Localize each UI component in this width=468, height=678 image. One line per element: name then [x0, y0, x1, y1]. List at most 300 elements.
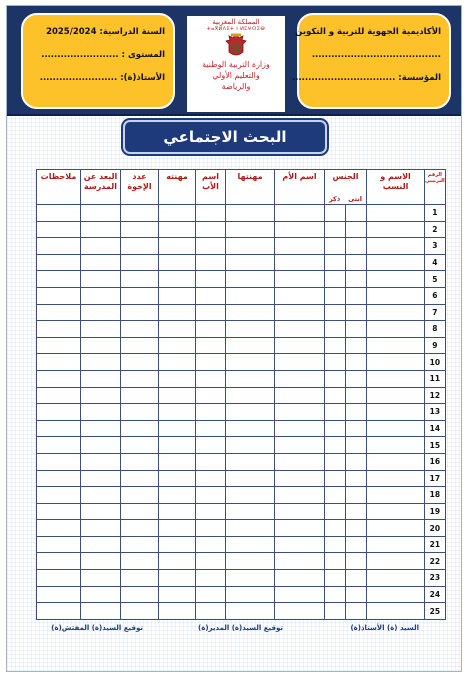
- empty-cell[interactable]: [159, 536, 196, 553]
- empty-cell[interactable]: [81, 271, 121, 288]
- empty-cell[interactable]: [346, 304, 367, 321]
- empty-cell[interactable]: [81, 470, 121, 487]
- empty-cell[interactable]: [275, 205, 325, 222]
- empty-cell[interactable]: [226, 287, 275, 304]
- empty-cell[interactable]: [196, 437, 226, 454]
- table-row: [37, 370, 446, 387]
- school-blank: ................................: [292, 73, 396, 83]
- empty-cell[interactable]: [159, 404, 196, 421]
- empty-cell[interactable]: [346, 221, 367, 238]
- empty-cell[interactable]: [367, 470, 425, 487]
- empty-cell[interactable]: [121, 304, 159, 321]
- empty-cell[interactable]: [196, 304, 226, 321]
- empty-cell[interactable]: [81, 238, 121, 255]
- empty-cell[interactable]: [367, 387, 425, 404]
- class-info-box: [21, 13, 175, 109]
- empty-cell[interactable]: [346, 354, 367, 371]
- empty-cell[interactable]: [275, 520, 325, 537]
- empty-cell[interactable]: [37, 370, 81, 387]
- empty-cell[interactable]: [367, 221, 425, 238]
- empty-cell[interactable]: [275, 221, 325, 238]
- empty-cell[interactable]: [159, 387, 196, 404]
- empty-cell[interactable]: [346, 503, 367, 520]
- empty-cell[interactable]: [275, 404, 325, 421]
- table-row: [37, 387, 446, 404]
- empty-cell[interactable]: [325, 205, 346, 222]
- empty-cell[interactable]: [346, 536, 367, 553]
- row-number: 9: [425, 337, 446, 354]
- empty-cell[interactable]: [37, 470, 81, 487]
- row-number: 5: [425, 271, 446, 288]
- empty-cell[interactable]: [367, 536, 425, 553]
- empty-cell[interactable]: [226, 503, 275, 520]
- empty-cell[interactable]: [196, 254, 226, 271]
- empty-cell[interactable]: [346, 337, 367, 354]
- empty-cell[interactable]: [159, 503, 196, 520]
- empty-cell[interactable]: [226, 420, 275, 437]
- empty-cell[interactable]: [325, 238, 346, 255]
- empty-cell[interactable]: [367, 304, 425, 321]
- empty-cell[interactable]: [121, 553, 159, 570]
- empty-cell[interactable]: [121, 205, 159, 222]
- empty-cell[interactable]: [159, 321, 196, 338]
- empty-cell[interactable]: [226, 586, 275, 603]
- empty-cell[interactable]: [81, 570, 121, 587]
- empty-cell[interactable]: [37, 221, 81, 238]
- empty-cell[interactable]: [121, 238, 159, 255]
- empty-cell[interactable]: [81, 370, 121, 387]
- empty-cell[interactable]: [196, 520, 226, 537]
- empty-cell[interactable]: [196, 321, 226, 338]
- empty-cell[interactable]: [275, 453, 325, 470]
- empty-cell[interactable]: [81, 487, 121, 504]
- tifinagh-label: ⵜⴰⴳⵍⴷⵉⵜ ⵏ ⵍⵎⵖⵔⵉⴱ: [206, 26, 266, 32]
- empty-cell[interactable]: [81, 205, 121, 222]
- empty-cell[interactable]: [325, 354, 346, 371]
- empty-cell[interactable]: [159, 304, 196, 321]
- column-header-distance: البعد عن المدرسة: [81, 170, 121, 205]
- empty-cell[interactable]: [159, 603, 196, 620]
- empty-cell[interactable]: [196, 470, 226, 487]
- empty-cell[interactable]: [346, 487, 367, 504]
- column-header-mother-name: اسم الأم: [275, 170, 325, 205]
- empty-cell[interactable]: [159, 287, 196, 304]
- empty-cell[interactable]: [346, 238, 367, 255]
- empty-cell[interactable]: [121, 271, 159, 288]
- empty-cell[interactable]: [196, 287, 226, 304]
- empty-cell[interactable]: [226, 321, 275, 338]
- empty-cell[interactable]: [226, 470, 275, 487]
- empty-cell[interactable]: [196, 221, 226, 238]
- empty-cell[interactable]: [275, 586, 325, 603]
- empty-cell[interactable]: [121, 503, 159, 520]
- empty-cell[interactable]: [275, 603, 325, 620]
- level-label: المستوى :: [121, 50, 165, 60]
- table-row: [37, 503, 446, 520]
- empty-cell[interactable]: [121, 453, 159, 470]
- table-row: [37, 603, 446, 620]
- empty-cell[interactable]: [325, 586, 346, 603]
- empty-cell[interactable]: [226, 337, 275, 354]
- empty-cell[interactable]: [367, 287, 425, 304]
- empty-cell[interactable]: [159, 221, 196, 238]
- empty-cell[interactable]: [275, 503, 325, 520]
- empty-cell[interactable]: [81, 553, 121, 570]
- empty-cell[interactable]: [226, 238, 275, 255]
- empty-cell[interactable]: [37, 570, 81, 587]
- empty-cell[interactable]: [346, 570, 367, 587]
- empty-cell[interactable]: [37, 287, 81, 304]
- empty-cell[interactable]: [37, 420, 81, 437]
- empty-cell[interactable]: [325, 370, 346, 387]
- empty-cell[interactable]: [325, 221, 346, 238]
- empty-cell[interactable]: [37, 503, 81, 520]
- empty-cell[interactable]: [37, 586, 81, 603]
- row-number: 13: [425, 404, 446, 421]
- empty-cell[interactable]: [275, 271, 325, 288]
- empty-cell[interactable]: [196, 387, 226, 404]
- empty-cell[interactable]: [275, 287, 325, 304]
- empty-cell[interactable]: [37, 354, 81, 371]
- row-number: 22: [425, 553, 446, 570]
- table-row: [37, 570, 446, 587]
- empty-cell[interactable]: [81, 387, 121, 404]
- empty-cell[interactable]: [275, 370, 325, 387]
- empty-cell[interactable]: [346, 287, 367, 304]
- empty-cell[interactable]: [121, 221, 159, 238]
- empty-cell[interactable]: [275, 470, 325, 487]
- empty-cell[interactable]: [81, 221, 121, 238]
- empty-cell[interactable]: [367, 254, 425, 271]
- empty-cell[interactable]: [81, 536, 121, 553]
- empty-cell[interactable]: [275, 254, 325, 271]
- empty-cell[interactable]: [275, 337, 325, 354]
- row-number: 4: [425, 254, 446, 271]
- column-header-father-name: اسم الأب: [196, 170, 226, 205]
- empty-cell[interactable]: [159, 570, 196, 587]
- empty-cell[interactable]: [196, 553, 226, 570]
- empty-cell[interactable]: [81, 586, 121, 603]
- empty-cell[interactable]: [325, 553, 346, 570]
- empty-cell[interactable]: [346, 586, 367, 603]
- empty-cell[interactable]: [121, 370, 159, 387]
- empty-cell[interactable]: [325, 387, 346, 404]
- empty-cell[interactable]: [346, 520, 367, 537]
- empty-cell[interactable]: [325, 520, 346, 537]
- empty-cell[interactable]: [159, 520, 196, 537]
- empty-cell[interactable]: [275, 321, 325, 338]
- empty-cell[interactable]: [367, 437, 425, 454]
- empty-cell[interactable]: [275, 437, 325, 454]
- empty-cell[interactable]: [275, 304, 325, 321]
- empty-cell[interactable]: [121, 404, 159, 421]
- empty-cell[interactable]: [37, 337, 81, 354]
- empty-cell[interactable]: [196, 453, 226, 470]
- empty-cell[interactable]: [159, 487, 196, 504]
- empty-cell[interactable]: [81, 304, 121, 321]
- empty-cell[interactable]: [367, 354, 425, 371]
- school-field: [292, 67, 441, 90]
- empty-cell[interactable]: [367, 370, 425, 387]
- empty-cell[interactable]: [367, 570, 425, 587]
- row-number: 15: [425, 437, 446, 454]
- worksheet-page: [6, 5, 462, 672]
- empty-cell[interactable]: [37, 603, 81, 620]
- empty-cell[interactable]: [346, 553, 367, 570]
- empty-cell[interactable]: [226, 354, 275, 371]
- row-number: 7: [425, 304, 446, 321]
- empty-cell[interactable]: [346, 453, 367, 470]
- row-number: 24: [425, 586, 446, 603]
- empty-cell[interactable]: [37, 205, 81, 222]
- empty-cell[interactable]: [346, 254, 367, 271]
- empty-cell[interactable]: [121, 387, 159, 404]
- gender-male-label: ذكر: [329, 195, 341, 203]
- gender-title: الجنس: [332, 172, 359, 181]
- empty-cell[interactable]: [121, 487, 159, 504]
- empty-cell[interactable]: [367, 205, 425, 222]
- empty-cell[interactable]: [159, 420, 196, 437]
- empty-cell[interactable]: [346, 321, 367, 338]
- empty-cell[interactable]: [81, 437, 121, 454]
- empty-cell[interactable]: [275, 354, 325, 371]
- empty-cell[interactable]: [346, 470, 367, 487]
- teacher-label: الأستاذ(ة):: [120, 73, 165, 83]
- empty-cell[interactable]: [325, 420, 346, 437]
- empty-cell[interactable]: [346, 437, 367, 454]
- empty-cell[interactable]: [325, 437, 346, 454]
- empty-cell[interactable]: [81, 520, 121, 537]
- row-number: 17: [425, 470, 446, 487]
- empty-cell[interactable]: [37, 487, 81, 504]
- empty-cell[interactable]: [81, 354, 121, 371]
- empty-cell[interactable]: [196, 404, 226, 421]
- row-number: 2: [425, 221, 446, 238]
- empty-cell[interactable]: [81, 603, 121, 620]
- empty-cell[interactable]: [226, 603, 275, 620]
- empty-cell[interactable]: [325, 321, 346, 338]
- empty-cell[interactable]: [196, 487, 226, 504]
- empty-cell[interactable]: [367, 337, 425, 354]
- empty-cell[interactable]: [325, 570, 346, 587]
- empty-cell[interactable]: [226, 221, 275, 238]
- empty-cell[interactable]: [226, 437, 275, 454]
- empty-cell[interactable]: [226, 487, 275, 504]
- empty-cell[interactable]: [346, 205, 367, 222]
- empty-cell[interactable]: [325, 287, 346, 304]
- empty-cell[interactable]: [196, 603, 226, 620]
- empty-cell[interactable]: [159, 354, 196, 371]
- empty-cell[interactable]: [81, 503, 121, 520]
- empty-cell[interactable]: [196, 586, 226, 603]
- header-band: [7, 6, 461, 116]
- empty-cell[interactable]: [367, 603, 425, 620]
- empty-cell[interactable]: [367, 553, 425, 570]
- row-number: 25: [425, 603, 446, 620]
- empty-cell[interactable]: [226, 254, 275, 271]
- empty-cell[interactable]: [226, 570, 275, 587]
- empty-cell[interactable]: [37, 387, 81, 404]
- empty-cell[interactable]: [196, 271, 226, 288]
- empty-cell[interactable]: [346, 370, 367, 387]
- empty-cell[interactable]: [159, 470, 196, 487]
- empty-cell[interactable]: [325, 271, 346, 288]
- empty-cell[interactable]: [226, 553, 275, 570]
- empty-cell[interactable]: [346, 387, 367, 404]
- table-row: [37, 254, 446, 271]
- page-title: البحث الاجتماعي: [123, 120, 327, 154]
- empty-cell[interactable]: [121, 520, 159, 537]
- teacher-blank: ........................: [39, 73, 118, 83]
- empty-cell[interactable]: [367, 321, 425, 338]
- empty-cell[interactable]: [121, 337, 159, 354]
- school-info-box: [292, 13, 451, 109]
- ministry-line-3: والرياضة: [221, 82, 251, 91]
- table-row: [37, 287, 446, 304]
- empty-cell[interactable]: [226, 304, 275, 321]
- empty-cell[interactable]: [121, 420, 159, 437]
- empty-cell[interactable]: [325, 304, 346, 321]
- table-row: [37, 453, 446, 470]
- empty-cell[interactable]: [226, 205, 275, 222]
- empty-cell[interactable]: [226, 387, 275, 404]
- empty-cell[interactable]: [196, 536, 226, 553]
- empty-cell[interactable]: [121, 603, 159, 620]
- empty-cell[interactable]: [37, 238, 81, 255]
- empty-cell[interactable]: [346, 404, 367, 421]
- empty-cell[interactable]: [81, 337, 121, 354]
- empty-cell[interactable]: [159, 553, 196, 570]
- empty-cell[interactable]: [196, 570, 226, 587]
- empty-cell[interactable]: [367, 586, 425, 603]
- empty-cell[interactable]: [37, 520, 81, 537]
- empty-cell[interactable]: [159, 205, 196, 222]
- empty-cell[interactable]: [196, 354, 226, 371]
- empty-cell[interactable]: [37, 437, 81, 454]
- empty-cell[interactable]: [196, 503, 226, 520]
- empty-cell[interactable]: [226, 536, 275, 553]
- empty-cell[interactable]: [325, 453, 346, 470]
- empty-cell[interactable]: [81, 404, 121, 421]
- teacher-field: [31, 67, 165, 90]
- empty-cell[interactable]: [81, 254, 121, 271]
- column-header-father-job: مهنته: [159, 170, 196, 205]
- empty-cell[interactable]: [159, 238, 196, 255]
- empty-cell[interactable]: [226, 370, 275, 387]
- empty-cell[interactable]: [121, 437, 159, 454]
- empty-cell[interactable]: [367, 404, 425, 421]
- empty-cell[interactable]: [121, 287, 159, 304]
- empty-cell[interactable]: [37, 404, 81, 421]
- empty-cell[interactable]: [121, 586, 159, 603]
- empty-cell[interactable]: [121, 536, 159, 553]
- social-survey-table: [36, 169, 446, 620]
- empty-cell[interactable]: [325, 337, 346, 354]
- table-row: [37, 321, 446, 338]
- table-body: [37, 205, 446, 620]
- empty-cell[interactable]: [346, 271, 367, 288]
- empty-cell[interactable]: [159, 370, 196, 387]
- empty-cell[interactable]: [121, 354, 159, 371]
- empty-cell[interactable]: [81, 287, 121, 304]
- empty-cell[interactable]: [275, 420, 325, 437]
- empty-cell[interactable]: [37, 453, 81, 470]
- empty-cell[interactable]: [325, 254, 346, 271]
- empty-cell[interactable]: [196, 370, 226, 387]
- empty-cell[interactable]: [275, 387, 325, 404]
- empty-cell[interactable]: [226, 453, 275, 470]
- empty-cell[interactable]: [81, 420, 121, 437]
- empty-cell[interactable]: [325, 536, 346, 553]
- empty-cell[interactable]: [196, 205, 226, 222]
- empty-cell[interactable]: [37, 271, 81, 288]
- ministry-line-2: والتعليم الأولي: [212, 71, 260, 80]
- table-row: [37, 487, 446, 504]
- empty-cell[interactable]: [275, 536, 325, 553]
- row-number: 21: [425, 536, 446, 553]
- empty-cell[interactable]: [81, 453, 121, 470]
- empty-cell[interactable]: [196, 337, 226, 354]
- empty-cell[interactable]: [196, 238, 226, 255]
- empty-cell[interactable]: [367, 503, 425, 520]
- empty-cell[interactable]: [367, 453, 425, 470]
- empty-cell[interactable]: [81, 321, 121, 338]
- empty-cell[interactable]: [275, 487, 325, 504]
- empty-cell[interactable]: [325, 603, 346, 620]
- empty-cell[interactable]: [159, 586, 196, 603]
- empty-cell[interactable]: [367, 420, 425, 437]
- empty-cell[interactable]: [121, 470, 159, 487]
- empty-cell[interactable]: [325, 503, 346, 520]
- empty-cell[interactable]: [275, 570, 325, 587]
- empty-cell[interactable]: [226, 404, 275, 421]
- empty-cell[interactable]: [159, 271, 196, 288]
- empty-cell[interactable]: [367, 271, 425, 288]
- table-row: [37, 238, 446, 255]
- empty-cell[interactable]: [325, 470, 346, 487]
- row-number: 18: [425, 487, 446, 504]
- column-header-mother-job: مهنتها: [226, 170, 275, 205]
- empty-cell[interactable]: [226, 520, 275, 537]
- empty-cell[interactable]: [121, 254, 159, 271]
- empty-cell[interactable]: [37, 321, 81, 338]
- empty-cell[interactable]: [325, 404, 346, 421]
- empty-cell[interactable]: [121, 570, 159, 587]
- empty-cell[interactable]: [346, 603, 367, 620]
- empty-cell[interactable]: [159, 254, 196, 271]
- empty-cell[interactable]: [159, 337, 196, 354]
- empty-cell[interactable]: [37, 536, 81, 553]
- empty-cell[interactable]: [121, 321, 159, 338]
- empty-cell[interactable]: [367, 487, 425, 504]
- empty-cell[interactable]: [226, 271, 275, 288]
- empty-cell[interactable]: [196, 420, 226, 437]
- empty-cell[interactable]: [367, 520, 425, 537]
- ministry-logo: [187, 16, 285, 112]
- row-number: 3: [425, 238, 446, 255]
- empty-cell[interactable]: [37, 254, 81, 271]
- empty-cell[interactable]: [275, 238, 325, 255]
- empty-cell[interactable]: [37, 553, 81, 570]
- empty-cell[interactable]: [37, 304, 81, 321]
- empty-cell[interactable]: [159, 453, 196, 470]
- empty-cell[interactable]: [275, 553, 325, 570]
- empty-cell[interactable]: [346, 420, 367, 437]
- ministry-line-1: وزارة التربية الوطنية: [202, 60, 270, 69]
- empty-cell[interactable]: [367, 238, 425, 255]
- empty-cell[interactable]: [159, 437, 196, 454]
- empty-cell[interactable]: [325, 487, 346, 504]
